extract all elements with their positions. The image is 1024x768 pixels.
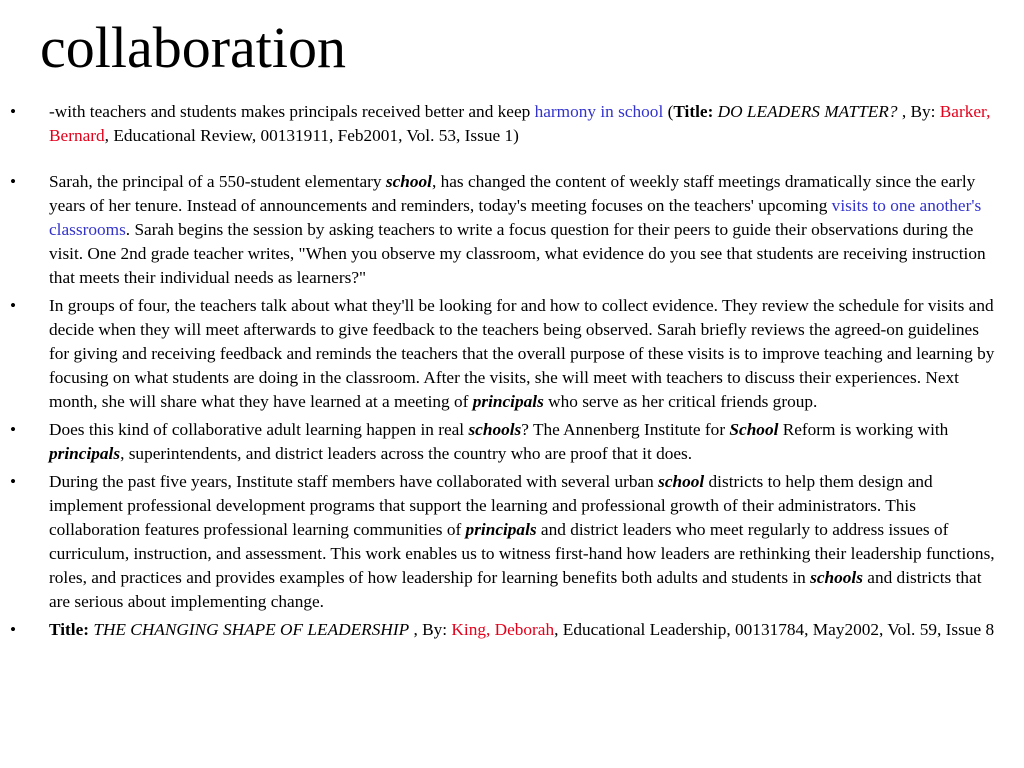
text-segment: , has changed the content of weekly staff meetings dramatically since the early years of her tenure. Instead of announcements and reminders, today's meeting focuses on the teachers' upcoming [49,172,976,215]
bullet-list [0,100,1000,646]
bullet-dot-icon: • [10,102,17,121]
hyperlink[interactable]: visits to one another's classrooms [49,196,982,239]
emphasized-text: Title: [673,102,714,121]
emphasized-text: DO LEADERS MATTER? [717,102,898,121]
emphasized-text: schools [468,420,522,439]
text-segment: . Sarah begins the session by asking teachers to write a focus question for their peers to guide their observations during the visit. One 2nd grade teacher writes, "When you observe my classroom, what evidence do you see that students are receiving instruction that meets their individual needs as learners?" [49,220,986,287]
bullet-item [0,100,1000,148]
text-segment: Sarah, the principal of a 550-student elementary [49,172,386,191]
text-segment: , superintendents, and district leaders across the country who are proof that it does. [120,444,693,463]
hyperlink[interactable]: Barker, Bernard [49,102,991,145]
emphasized-text: School [729,420,779,439]
bullet-dot-icon: • [10,472,17,491]
text-segment: districts to help them design and implement professional development programs that support the learning and professional growth of their administrators. This collaboration features professional learning communities of [49,472,933,539]
bullet-item [0,418,1000,466]
text-segment: ( [663,102,674,121]
text-segment: ? The Annenberg Institute for [521,420,730,439]
text-segment: In groups of four, the teachers talk about what they'll be looking for and how to collect evidence. They review the schedule for visits and decide when they will meet afterwards to give feedback to the teachers being observed. Sarah briefly reviews the agreed-on guidelines for giving and receiving feedback and reminds the teachers that the overall purpose of these visits is to improve teaching and learning by focusing on what students are doing in the classroom. After the visits, she will meet with teachers to discuss their experiences. Next month, she will share what they have learned at a meeting of [49,296,995,411]
emphasized-text: principals [49,444,121,463]
emphasized-text: principals [465,520,537,539]
text-segment: , Educational Review, 00131911, Feb2001, Vol. 53, Issue 1) [104,126,519,145]
hyperlink[interactable]: King, Deborah [451,620,555,639]
text-segment: During the past five years, Institute staff members have collaborated with several urban [49,472,659,491]
text-segment: and districts that are serious about implementing change. [49,568,982,611]
bullet-dot-icon: • [10,296,17,315]
emphasized-text: THE CHANGING SHAPE OF LEADERSHIP [93,620,410,639]
bullet-dot-icon: • [10,172,17,191]
bullet-dot-icon: • [10,620,17,639]
bullet-dot-icon: • [10,420,17,439]
text-segment: , By: [409,620,452,639]
emphasized-text: schools [810,568,863,587]
bullet-item [0,294,1000,414]
emphasized-text: Title: [49,620,89,639]
hyperlink[interactable]: harmony in school [534,102,664,121]
text-segment: and district leaders who meet regularly to address issues of curriculum, instruction, and assessment. This work enables us to witness first-hand how leaders are rethinking their leadership functions, roles, and practices and provides examples of how leadership for learning benefits both adults and students in [49,520,995,587]
emphasized-text: school [658,472,705,491]
text-segment: Reform is working with [778,420,949,439]
bullet-item [0,170,1000,290]
text-segment: , By: [897,102,940,121]
slide-title: collaboration [40,15,347,80]
emphasized-text: school [385,172,432,191]
text-segment: , Educational Leadership, 00131784, May2002, Vol. 59, Issue 8 [554,620,995,639]
text-segment: Does this kind of collaborative adult learning happen in real [49,420,469,439]
bullet-item [0,470,1000,614]
text-segment: -with teachers and students makes principals received better and keep [49,102,535,121]
bullet-item [0,618,1000,642]
text-segment: who serve as her critical friends group. [543,392,818,411]
emphasized-text: principals [472,392,544,411]
